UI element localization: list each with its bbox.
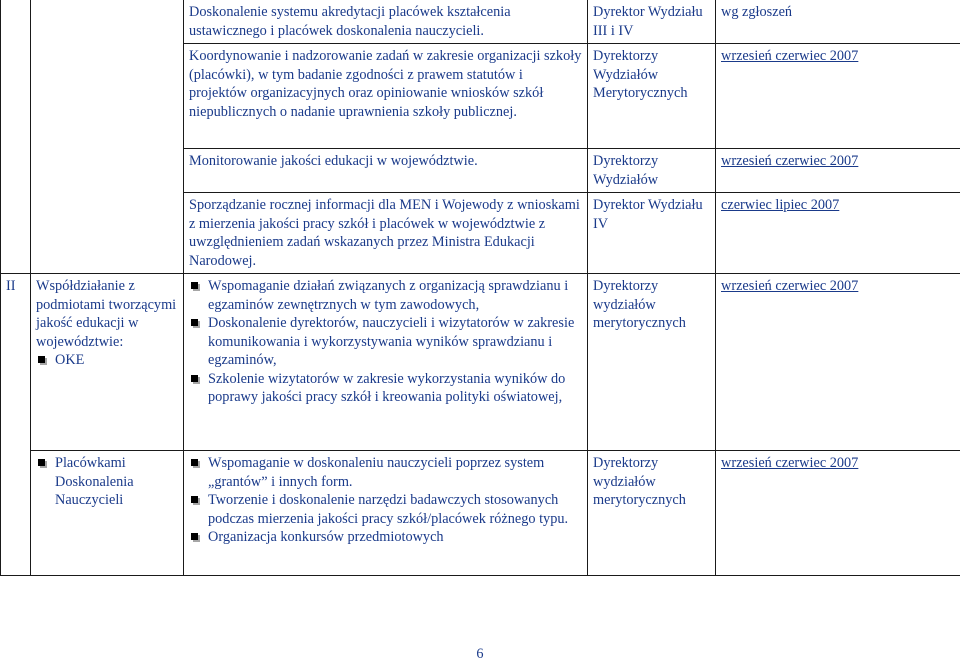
bullet-square-icon [191, 496, 198, 503]
responsible-text: Dyrektorzy wydziałów merytorycznych [593, 278, 686, 331]
responsible-cell [588, 193, 716, 274]
responsible-text: Dyrektorzy wydziałów merytorycznych [593, 455, 686, 508]
task-bullet-list [189, 454, 583, 547]
responsible-cell [588, 44, 716, 149]
task-text: Koordynowanie i nadzorowanie zadań w zakresie organizacji szkoły (placówki), w tym badanie zgodności z prawem statutów i projektów organizacyjnych oraz opiniowanie wniosków szkół niepublicznych o nadanie uprawnienia szkoły publicznej. [189, 48, 582, 120]
deadline-cell [716, 451, 960, 576]
deadline-cell [716, 0, 960, 44]
list-item [189, 277, 583, 314]
bullet-text: Wspomaganie działań związanych z organizacją sprawdzianu i egzaminów zewnętrznych w tym zawodowych, [208, 278, 569, 313]
deadline-text: wrzesień czerwiec 2007 [721, 48, 859, 64]
area-bullet-text: OKE [55, 352, 85, 368]
responsible-text: Dyrektor Wydziału IV [593, 197, 703, 232]
task-cell [184, 274, 588, 451]
task-cell [184, 149, 588, 193]
area-bullet-list [36, 351, 179, 370]
responsible-cell [588, 0, 716, 44]
row-number: II [6, 278, 16, 294]
task-cell [184, 44, 588, 149]
deadline-text: wrzesień czerwiec 2007 [721, 278, 859, 294]
task-cell [184, 193, 588, 274]
deadline-cell [716, 274, 960, 451]
area-cell [31, 451, 184, 576]
bullet-text: Wspomaganie w doskonaleniu nauczycieli poprzez system „grantów” i innych form. [208, 455, 545, 490]
table-row [1, 451, 960, 576]
bullet-square-icon [191, 375, 198, 382]
deadline-cell [716, 44, 960, 149]
list-item [189, 454, 583, 491]
deadline-cell [716, 193, 960, 274]
bullet-text: Doskonalenie dyrektorów, nauczycieli i wizytatorów w zakresie komunikowania i wykorzystywania wyników sprawdzianu i egzaminów, [208, 315, 575, 368]
area-cell [31, 0, 184, 274]
deadline-text: wg zgłoszeń [721, 4, 793, 20]
list-item [36, 351, 179, 370]
list-item [189, 528, 583, 547]
task-cell [184, 0, 588, 44]
task-text: Doskonalenie systemu akredytacji placówek kształcenia ustawicznego i placówek doskonalenia nauczycieli. [189, 4, 511, 39]
bullet-text: Organizacja konkursów przedmiotowych [208, 529, 444, 545]
row-number-cell [1, 0, 31, 274]
bullet-square-icon [38, 356, 45, 363]
task-cell [184, 451, 588, 576]
responsible-cell [588, 451, 716, 576]
bullet-square-icon [191, 319, 198, 326]
list-item [189, 314, 583, 370]
deadline-cell [716, 149, 960, 193]
deadline-text: czerwiec lipiec 2007 [721, 197, 840, 213]
deadline-text: wrzesień czerwiec 2007 [721, 153, 859, 169]
page-number: 6 [476, 646, 484, 662]
bullet-text: Tworzenie i doskonalenie narzędzi badawczych stosowanych podczas mierzenia jakości pracy szkół/placówek różnego typu. [208, 492, 569, 527]
list-item [36, 454, 179, 510]
deadline-text: wrzesień czerwiec 2007 [721, 455, 859, 471]
responsible-cell [588, 274, 716, 451]
task-text: Sporządzanie rocznej informacji dla MEN i Wojewody z wnioskami z mierzenia jakości pracy szkół i placówek w województwie z uwzględnieniem zadań wskazanych przez Ministra Edukacji Narodowej. [189, 197, 580, 269]
area-bullet-text: Placówkami Doskonalenia Nauczycieli [55, 455, 134, 508]
table-row [1, 274, 960, 451]
bullet-text: Szkolenie wizytatorów w zakresie wykorzystania wyników do poprawy jakości pracy szkół i kreowania polityki oświatowej, [208, 370, 566, 405]
task-text: Monitorowanie jakości edukacji w województwie. [189, 153, 478, 169]
responsible-text: Dyrektorzy Wydziałów [593, 153, 659, 188]
responsible-text: Dyrektorzy Wydziałów Merytorycznych [593, 48, 688, 101]
task-bullet-list [189, 277, 583, 407]
bullet-square-icon [191, 533, 198, 540]
list-item [189, 491, 583, 528]
responsible-text: Dyrektor Wydziału III i IV [593, 4, 703, 39]
bullet-square-icon [191, 459, 198, 466]
table-row [1, 0, 960, 44]
responsible-cell [588, 149, 716, 193]
bullet-square-icon [191, 282, 198, 289]
bullet-square-icon [38, 459, 45, 466]
area-text: Współdziałanie z podmiotami tworzącymi jakość edukacji w województwie: [36, 278, 177, 350]
area-bullet-list [36, 454, 179, 510]
list-item [189, 370, 583, 407]
row-number-cell [1, 274, 31, 576]
area-cell [31, 274, 184, 451]
